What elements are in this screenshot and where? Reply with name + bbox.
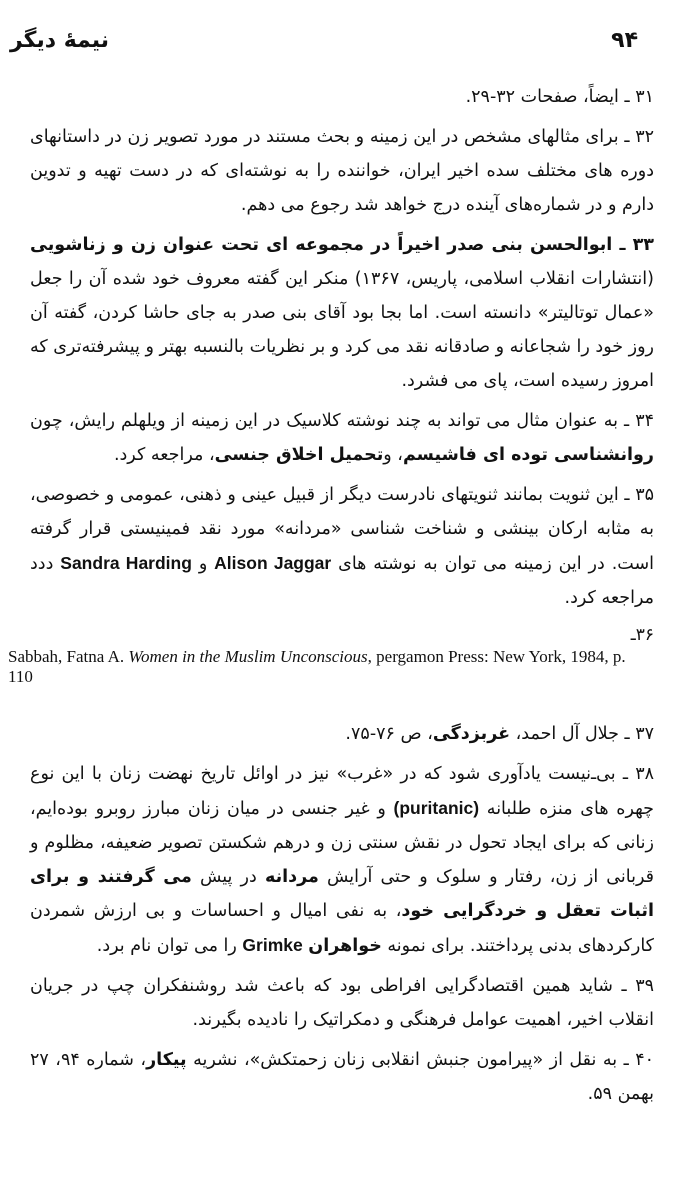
note-40-journal-name: پیکار xyxy=(146,1050,187,1070)
note-40-lead: ۴۰ ـ به نقل از «پیرامون جنبش انقلابی زنان زحمتکش»، نشریه xyxy=(186,1050,654,1070)
note-35-and: و xyxy=(191,554,215,574)
note-34-rest: ، مراجعه کرد. xyxy=(113,445,215,465)
note-38-term: (puritanic) xyxy=(393,798,480,818)
note-37-lead: ۳۷ ـ جلال آل احمد، xyxy=(510,724,654,744)
note-32-text: ۳۲ ـ برای مثالهای مشخص در این زمینه و بحث مستند در مورد تصویر زن در داستانهای دوره های مختلف سده اخیر ایران، خواننده را به نوشته‌ای که در دست تهیه و تدوین دارم و در شماره‌های آینده درج خواهد شد رجوع می دهم. xyxy=(30,127,654,215)
note-38-name: Grimke xyxy=(242,935,303,955)
note-39-text: ۳۹ ـ شاید همین اقتصادگرایی افراطی بود که باعث شد روشنفکران چپ در جریان انقلاب اخیر، اهمیت عوامل فرهنگی و دمکراتیک را نادیده بگیرند. xyxy=(30,976,654,1030)
note-36-number: ۳۶ـ xyxy=(630,625,654,645)
note-38-text-1: و غیر جنسی در میان زنان مبارز روبرو بوده‌ایم، زنانی که برای ایجاد تحول در نقش سنتی زن و درهم شکستن تصویر ضعیفه، مظلوم و قربانی از زن، رفتار و سلوک و حتی آرایش xyxy=(30,799,654,887)
note-31-text: ۳۱ ـ ایضاً، صفحات ۳۲-۲۹. xyxy=(465,87,654,107)
page-number: ۹۴ xyxy=(611,28,638,53)
note-38-lead: ۳۸ ـ بی‌ـ‌نیست یادآوری شود که در «غرب» نیز در اوائل تاریخ نهضت زنان با این نوع چهره های منزه طلبانه xyxy=(30,764,654,819)
note-37-book-title: غربزدگی xyxy=(432,724,511,744)
note-36 xyxy=(8,623,654,687)
note-34-sep: ، و xyxy=(383,445,403,465)
note-31 xyxy=(30,80,654,114)
note-38-text-3: ، به نفی امیال و احساسات و بی ارزش شمردن کارکردهای بدنی پرداختند. برای نمونه xyxy=(30,901,654,956)
note-36-citation xyxy=(8,647,654,687)
note-35-author-2: Sandra Harding xyxy=(60,553,192,573)
note-36-title: Women in the Muslim Unconscious xyxy=(128,647,368,666)
note-38-emphasis-2: می گرفتند و برای اثبات تعقل و خردگرایی خود xyxy=(30,867,654,921)
note-40 xyxy=(30,1043,654,1111)
note-32 xyxy=(30,120,654,222)
note-35-lead: ۳۵ ـ این ثنویت بمانند ثنویتهای نادرست دیگر از قبیل عینی و ذهنی، عمومی و خصوصی، به مثابه ارکان بینشی و شناخت شناسی «مردانه» مورد نقد فمینیستی قرار گرفته است. در این زمینه می توان به نوشته های xyxy=(30,485,654,574)
note-38 xyxy=(30,757,654,963)
note-37-rest: ، ص ۷۶-۷۵. xyxy=(345,724,433,744)
note-37 xyxy=(30,717,654,751)
note-35 xyxy=(30,478,654,615)
note-38-emphasis-3: خواهران xyxy=(308,936,382,956)
note-38-text-2: در پیش xyxy=(191,867,265,887)
journal-title: نیمهٔ دیگر xyxy=(10,28,110,53)
page-header xyxy=(0,28,682,68)
note-33-rest: (انتشارات انقلاب اسلامی، پاریس، ۱۳۶۷) منکر این گفته معروف خود شده آن را جعل «عمال توتالیتر» دانسته است. اما بجا بود آقای بنی صدر به جای حاشا کردن، گفته آن روز خود را شجاعانه و صادقانه نقد می کرد و بر نظریات بالنسبه بهتر و پیشرفته‌تری که امروز رسیده است، پای می فشرد. xyxy=(29,269,654,391)
note-38-rest: را می توان نام برد. xyxy=(96,936,243,956)
note-33 xyxy=(30,228,654,398)
note-36-publisher: , pergamon Press: New York, 1984, p. 110 xyxy=(8,647,626,686)
endnotes xyxy=(8,80,654,1117)
note-38-emphasis-1: مردانه xyxy=(264,867,319,887)
note-33-book-title: زن و زناشویی xyxy=(30,235,156,255)
note-34-book-title-1: روانشناسی توده ای فاشیسم xyxy=(402,445,654,465)
note-34 xyxy=(30,404,654,472)
note-35-author-1: Alison Jaggar xyxy=(214,553,332,573)
note-35-rest: ددد مراجعه کرد. xyxy=(30,554,654,608)
note-36-author: Sabbah, Fatna A. xyxy=(8,647,129,666)
note-34-lead: ۳۴ ـ به عنوان مثال می تواند به چند نوشته کلاسیک در این زمینه از ویلهلم رایش، چون xyxy=(30,411,654,431)
note-33-lead: ۳۳ ـ ابوالحسن بنی صدر اخیراً در مجموعه ای تحت عنوان xyxy=(155,235,654,255)
note-34-book-title-2: تحمیل اخلاق جنسی xyxy=(214,445,384,465)
note-39 xyxy=(30,969,654,1037)
note-40-rest: ، شماره ۹۴، ۲۷ بهمن ۵۹. xyxy=(30,1050,654,1104)
